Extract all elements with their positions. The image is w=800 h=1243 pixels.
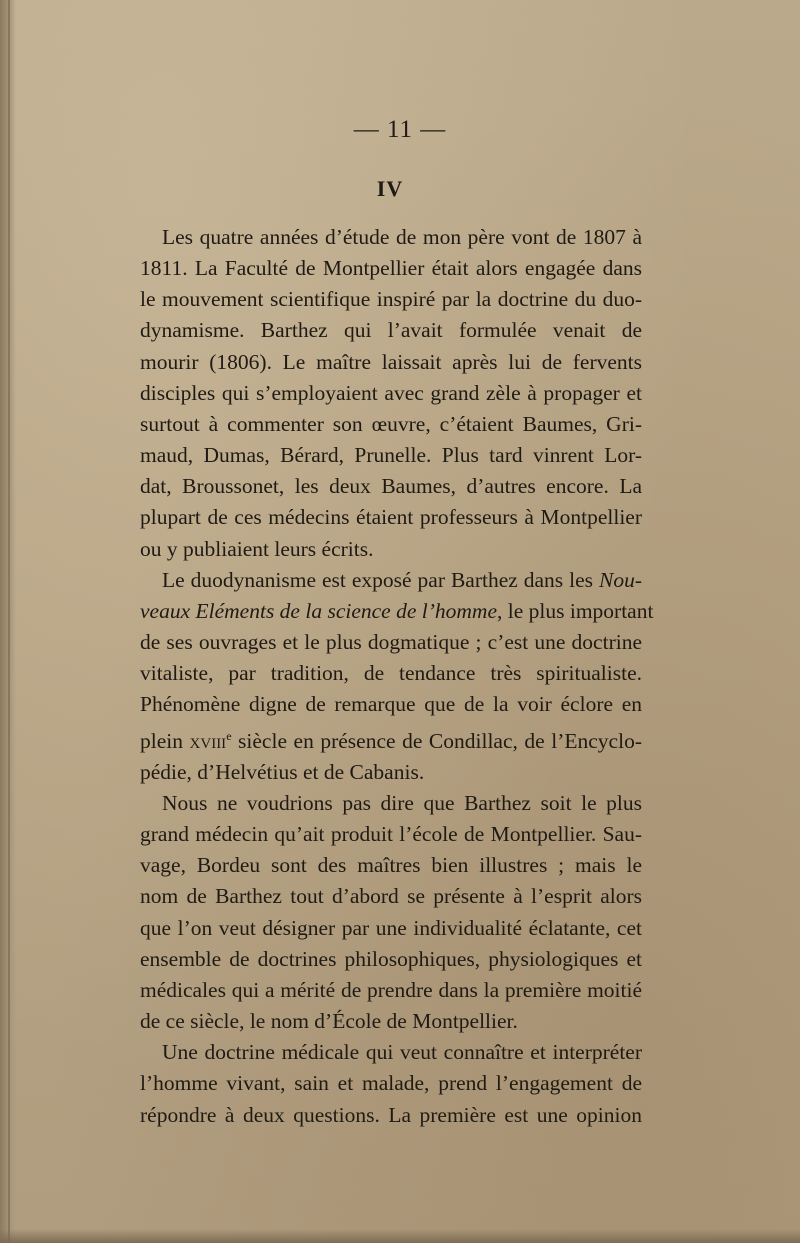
text-line: vage, Bordeu sont des maîtres bien illustres ; mais le xyxy=(140,853,642,878)
text-line: ou y publiaient leurs écrits. xyxy=(140,536,374,561)
text-line xyxy=(140,596,654,627)
text-line: plupart de ces médecins étaient professeurs à Montpellier xyxy=(140,505,642,530)
text-line: que l’on veut désigner par une individualité éclatante, cet xyxy=(140,915,642,940)
page-number: — 11 — xyxy=(353,116,447,143)
text-line: Les quatre années d’étude de mon père vont de 1807 à xyxy=(162,225,642,249)
text-line: Phénomène digne de remarque que de la voir éclore en xyxy=(140,692,642,717)
text-line: disciples qui s’employaient avec grand zèle à propager et xyxy=(140,380,642,405)
text-line: de ce siècle, le nom d’École de Montpellier. xyxy=(140,1009,518,1034)
text-line: maud, Dumas, Bérard, Prunelle. Plus tard vinrent Lor- xyxy=(140,443,642,468)
text-line: l’homme vivant, sain et malade, prend l’engagement de xyxy=(140,1071,642,1096)
text-line: vitaliste, par tradition, de tendance très spiritualiste. xyxy=(140,661,642,686)
century-superscript: e xyxy=(226,728,232,743)
text-line: 1811. La Faculté de Montpellier était alors engagée dans xyxy=(140,256,642,281)
text-line: répondre à deux questions. La première est une opinion xyxy=(140,1102,642,1127)
page-bottom-edge xyxy=(0,1229,800,1243)
text-line: de ses ouvrages et le plus dogmatique ; c’est une doctrine xyxy=(140,630,642,655)
text-line: surtout à commenter son œuvre, c’étaient Baumes, Gri- xyxy=(140,411,642,436)
text-segment: siècle en présence de Condillac, de l’Encyclo- xyxy=(231,728,642,753)
text-line xyxy=(140,565,642,596)
section-heading: IV xyxy=(376,176,404,201)
text-line: médicales qui a mérité de prendre dans la première moitié xyxy=(140,977,642,1002)
text-line: pédie, d’Helvétius et de Cabanis. xyxy=(140,759,425,784)
century-numeral: xviii xyxy=(189,728,227,753)
text-line: dynamisme. Barthez qui l’avait formulée venait de xyxy=(140,318,642,343)
text-line xyxy=(140,721,642,757)
italic-text: veaux Eléments de la science de l’homme xyxy=(140,598,497,623)
text-line: Une doctrine médicale qui veut connaître et interpréter xyxy=(162,1040,642,1065)
text-line: Nous ne voudrions pas dire que Barthez soit le plus xyxy=(162,790,642,815)
italic-text: Nou- xyxy=(599,567,642,592)
text-line: grand médecin qu’ait produit l’école de Montpellier. Sau- xyxy=(140,822,642,847)
text-segment: Le duodynanisme est exposé par Barthez dans les xyxy=(162,567,599,592)
body-text xyxy=(140,222,654,1131)
text-segment: , le plus important xyxy=(497,598,654,623)
text-segment: plein xyxy=(140,728,190,753)
text-line: nom de Barthez tout d’abord se présente à l’esprit alors xyxy=(140,884,642,909)
text-line: ensemble de doctrines philosophiques, physiologiques et xyxy=(140,946,642,971)
text-line: mourir (1806). Le maître laissait après lui de fervents xyxy=(140,349,642,374)
text-line: dat, Broussonet, les deux Baumes, d’autres encore. La xyxy=(140,474,642,499)
text-line: le mouvement scientifique inspiré par la doctrine du duo- xyxy=(140,287,642,312)
